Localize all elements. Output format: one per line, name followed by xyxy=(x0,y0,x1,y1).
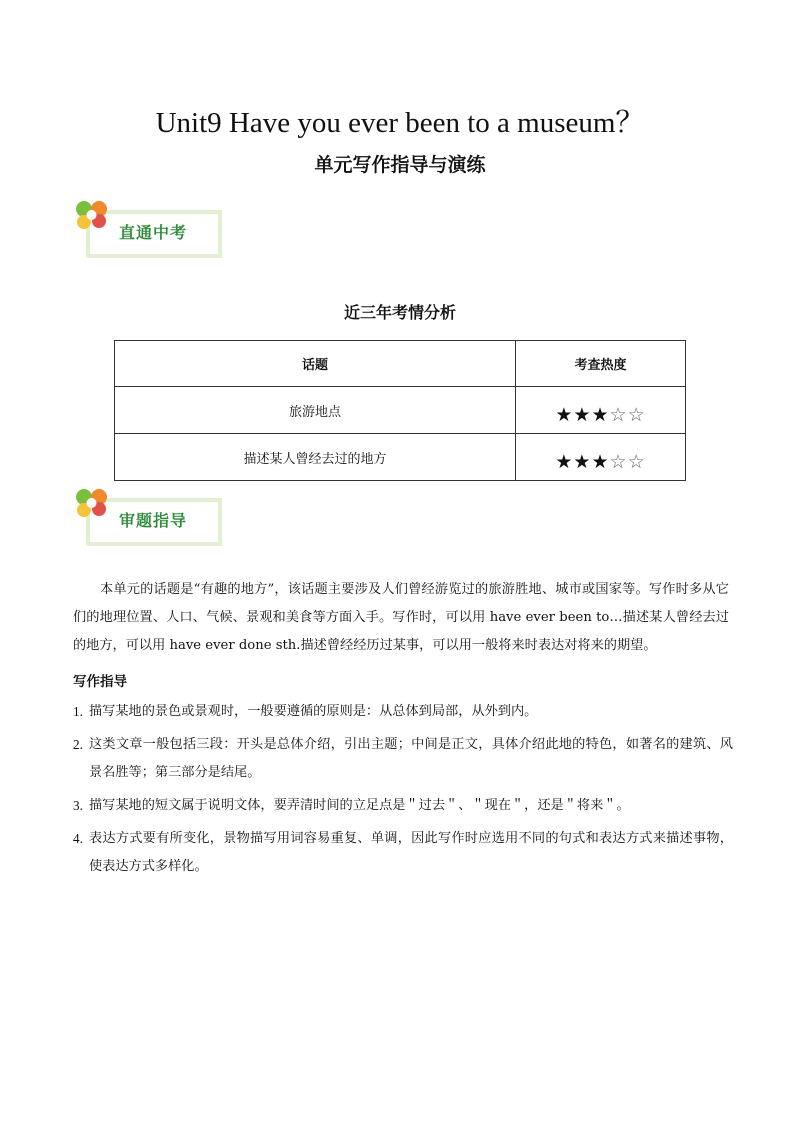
heat-rating-cell xyxy=(516,387,686,434)
list-item xyxy=(73,792,733,820)
list-item-number: 3. xyxy=(73,798,83,813)
filled-star-icon: ★ xyxy=(573,404,592,426)
column-header-topic: 话题 xyxy=(115,341,516,387)
table-row xyxy=(115,387,686,434)
heat-rating-cell xyxy=(516,434,686,481)
guide-list xyxy=(73,698,733,886)
list-item-text: 这类文章一般包括三段：开头是总体介绍，引出主题；中间是正文，具体介绍此地的特色，如著名的建筑、风景名胜等；第三部分是结尾。 xyxy=(89,737,733,780)
topic-cell xyxy=(115,434,516,481)
topic-text: 描述某人曾经去过的地方 xyxy=(243,452,387,467)
empty-star-icon: ☆ xyxy=(627,404,646,426)
filled-star-icon: ★ xyxy=(555,404,574,426)
table-row xyxy=(115,434,686,481)
analysis-title: 近三年考情分析 xyxy=(343,303,456,322)
topic-text: 旅游地点 xyxy=(288,405,341,420)
analysis-table xyxy=(114,340,686,481)
intro-paragraph: 本单元的话题是“有趣的地方”，该话题主要涉及人们曾经游览过的旅游胜地、城市或国家等。写作时多从它们的地理位置、人口、气候、景观和美食等方面入手。写作时，可以用 have ever been to…描述某人曾经去过的地方，可以用 have ever done sth.描述曾经经历过某事，可以用一般将来时表达对将来的期望。 xyxy=(73,582,729,653)
empty-star-icon: ☆ xyxy=(609,404,628,426)
list-item xyxy=(73,698,733,726)
star-rating xyxy=(555,452,645,472)
empty-star-icon: ☆ xyxy=(609,451,628,473)
list-item xyxy=(73,825,733,881)
banner-exam xyxy=(72,200,232,260)
table-header-row xyxy=(115,341,686,387)
column-header-heat: 考查热度 xyxy=(516,341,686,387)
list-item-number: 2. xyxy=(73,737,83,752)
list-item-text: 描写某地的景色或景观时，一般要遵循的原则是：从总体到局部，从外到内。 xyxy=(89,704,538,719)
page-title-en: Unit9 Have you ever been to a museum？ xyxy=(155,107,645,139)
empty-star-icon: ☆ xyxy=(627,451,646,473)
filled-star-icon: ★ xyxy=(591,404,610,426)
flower-icon xyxy=(72,200,112,230)
flower-icon xyxy=(72,488,112,518)
filled-star-icon: ★ xyxy=(555,451,574,473)
list-item-number: 1. xyxy=(73,704,83,719)
banner-exam-label: 直通中考 xyxy=(119,223,188,242)
guide-heading: 写作指导 xyxy=(73,674,127,690)
star-rating xyxy=(555,405,645,425)
topic-cell xyxy=(115,387,516,434)
banner-guide-label: 审题指导 xyxy=(119,511,188,530)
banner-guide xyxy=(72,488,232,548)
list-item-text: 表达方式要有所变化，景物描写用词容易重复、单调，因此写作时应选用不同的句式和表达方式来描述事物，使表达方式多样化。 xyxy=(89,831,733,874)
list-item xyxy=(73,731,733,787)
list-item-number: 4. xyxy=(73,831,83,846)
filled-star-icon: ★ xyxy=(573,451,592,473)
list-item-text: 描写某地的短文属于说明文体，要弄清时间的立足点是＂过去＂、＂现在＂，还是＂将来＂。 xyxy=(89,798,630,813)
page-title-cn: 单元写作指导与演练 xyxy=(314,154,486,176)
filled-star-icon: ★ xyxy=(591,451,610,473)
